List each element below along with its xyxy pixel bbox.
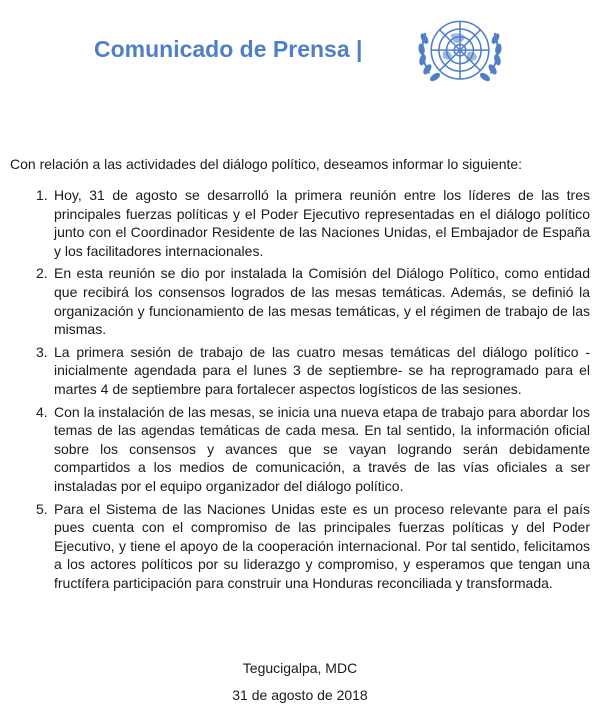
list-item-number: 3. [36, 343, 48, 360]
numbered-list [0, 186, 600, 596]
list-item [0, 500, 590, 593]
date-line: 31 de agosto de 2018 [232, 687, 368, 703]
place-line: Tegucigalpa, MDC [242, 660, 358, 676]
list-item-text: Hoy, 31 de agosto se desarrolló la primera reunión entre los líderes de las tres principales fuerzas políticas y el Poder Ejecutivo representadas en el diálogo político junto con el Coordinador Residente de las Naciones Unidas, el Embajador de España y los facilitadores internacionales. [54, 187, 590, 259]
list-item-text: Para el Sistema de las Naciones Unidas este es un proceso relevante para el país pues cuenta con el compromiso de las principales fuerzas políticas y del Poder Ejecutivo, y tiene el apoyo de la cooperación internacional. Por tal sentido, felicitamos a los actores políticos por su liderazgo y compromiso, y esperamos que tengan una fructífera participación para construir una Honduras reconciliada y transformada. [54, 500, 590, 591]
list-item-number: 1. [36, 187, 48, 203]
intro-paragraph: Con relación a las actividades del diálogo político, deseamos informar lo siguiente: [10, 156, 523, 172]
list-item-number: 2. [36, 265, 48, 282]
list-item-number: 5. [36, 500, 48, 517]
list-item-number: 4. [36, 403, 48, 420]
list-item-text: En esta reunión se dio por instalada la Comisión del Diálogo Político, como entidad que recibirá los consensos logrados de las mesas temáticas. Además, se definió la organización y funcionamiento de las mesas temáticas, y el régimen de trabajo de las mismas. [54, 265, 590, 338]
list-item-text: La primera sesión de trabajo de las cuatro mesas temáticas del diálogo político - inicialmente agendada para el lunes 3 de septiembre- se ha reprogramado para el martes 4 de septiembre para fortalecer aspectos logísticos de las sesiones. [54, 343, 590, 397]
list-item [0, 403, 590, 496]
list-item [0, 186, 590, 260]
list-item [0, 264, 590, 338]
page-title: Comunicado de Prensa | [94, 36, 363, 62]
document-header [0, 0, 600, 120]
un-emblem-icon [412, 6, 508, 102]
list-item-text: Con la instalación de las mesas, se inicia una nueva etapa de trabajo para abordar los temas de las agendas temáticas de cada mesa. En tal sentido, la información oficial sobre los consensos y avances que se vayan logrando serán debidamente compartidos a los medios de comunicación, a través de las vías oficiales a ser instaladas por el equipo organizador del diálogo político. [54, 403, 590, 494]
list-item [0, 343, 590, 399]
